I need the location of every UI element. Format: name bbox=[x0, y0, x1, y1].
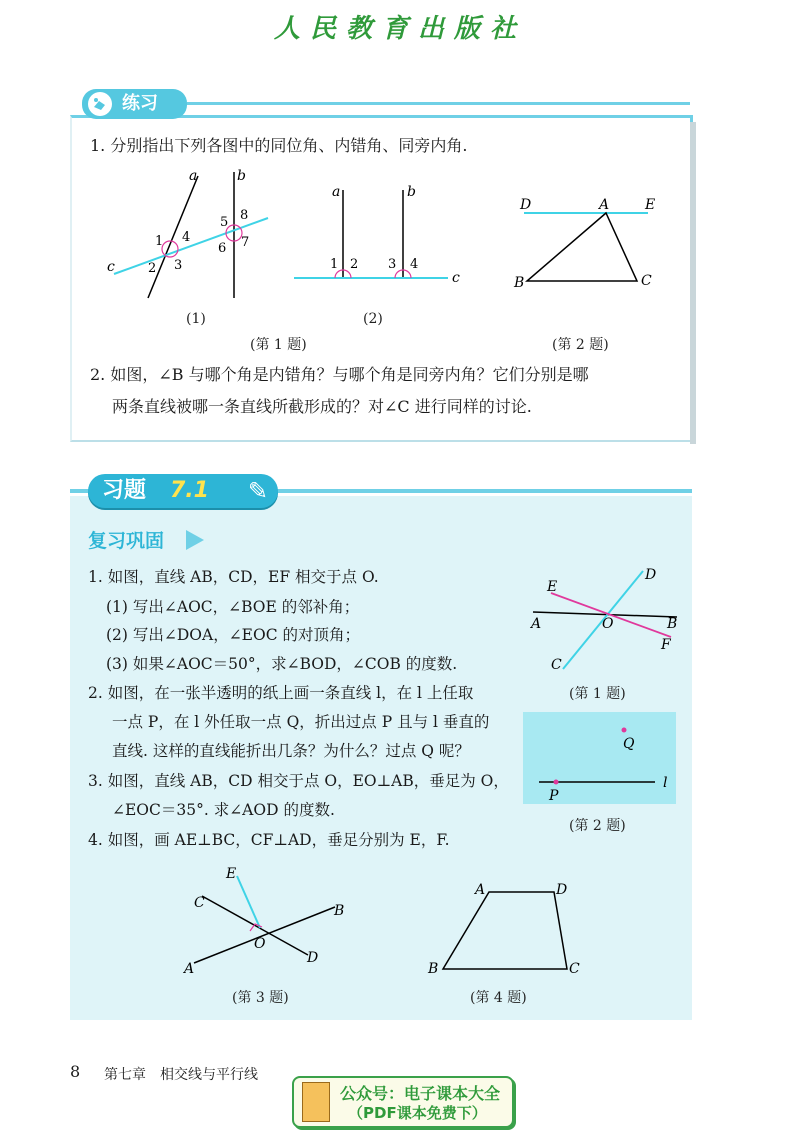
caption-e4: (第 4 题) bbox=[470, 990, 527, 1006]
publisher-logo: 人民教育出版社 bbox=[273, 14, 526, 44]
practice-question-1: 1. 分别指出下列各图中的同位角、内错角、同旁内角. bbox=[90, 136, 468, 155]
fig2-caption: (2) bbox=[363, 311, 383, 327]
fig1-label-3: 3 bbox=[174, 258, 183, 273]
tri-label-A: A bbox=[599, 197, 610, 213]
exercise-2-line1: 2. 如图，在一张半透明的纸上画一条直线 l，在 l 上任取 bbox=[88, 684, 474, 702]
e2-label-l: l bbox=[663, 775, 668, 791]
fig2-label-a: a bbox=[332, 184, 341, 200]
caption-e3: (第 3 题) bbox=[232, 990, 289, 1006]
e3-label-A: A bbox=[184, 961, 195, 977]
e4-label-B: B bbox=[428, 961, 439, 977]
e2-label-Q: Q bbox=[623, 736, 635, 752]
e3-label-E: E bbox=[226, 866, 237, 882]
figure-practice-2 bbox=[290, 180, 470, 290]
e1-label-A: A bbox=[531, 616, 542, 632]
figure-exercise-4 bbox=[420, 876, 590, 986]
exercise-1: 1. 如图，直线 AB，CD，EF 相交于点 O. bbox=[88, 568, 379, 586]
page-number: 8 bbox=[70, 1062, 81, 1081]
fig1-label-1: 1 bbox=[155, 234, 164, 249]
practice-question-2-line1: 2. 如图，∠B 与哪个角是内错角？与哪个角是同旁内角？它们分别是哪 bbox=[90, 365, 589, 384]
figure-practice-triangle bbox=[510, 194, 670, 294]
exercise-4: 4. 如图，画 AE⊥BC，CF⊥AD，垂足分别为 E，F. bbox=[88, 831, 450, 849]
review-arrow-icon bbox=[186, 530, 204, 550]
fig1-label-5: 5 bbox=[220, 215, 229, 230]
e1-label-C: C bbox=[551, 657, 562, 673]
caption-q2: (第 2 题) bbox=[552, 337, 609, 353]
caption-e2: (第 2 题) bbox=[569, 818, 626, 834]
figure-exercise-2 bbox=[523, 712, 676, 804]
exercises-tab bbox=[88, 474, 278, 508]
e4-label-C: C bbox=[569, 961, 580, 977]
tri-label-E: E bbox=[645, 197, 656, 213]
e4-label-A: A bbox=[475, 882, 486, 898]
pencil-icon: ✎ bbox=[247, 477, 268, 505]
figure-practice-1 bbox=[100, 168, 280, 308]
watermark-badge bbox=[292, 1076, 514, 1128]
fig1-label-7: 7 bbox=[241, 235, 250, 250]
exercise-2-line2: 一点 P，在 l 外任取一点 Q，折出过点 P 且与 l 垂直的 bbox=[112, 713, 490, 731]
fig1-caption: (1) bbox=[186, 311, 206, 327]
fig2-label-c: c bbox=[452, 270, 460, 286]
exercises-number: 7.1 bbox=[170, 478, 209, 503]
chapter-title: 第七章 相交线与平行线 bbox=[104, 1067, 258, 1083]
watermark-line1: 公众号：电子课本大全 bbox=[340, 1084, 501, 1103]
tri-label-C: C bbox=[641, 273, 652, 289]
exercise-3-line2: ∠EOC＝35°. 求∠AOD 的度数. bbox=[112, 801, 335, 819]
e2-label-P: P bbox=[549, 788, 559, 804]
fig1-label-6: 6 bbox=[218, 241, 227, 256]
figure-exercise-1 bbox=[525, 565, 690, 675]
fig2-label-b: b bbox=[407, 184, 416, 200]
e1-label-F: F bbox=[661, 637, 671, 653]
exercises-title: 习题 bbox=[102, 478, 147, 503]
caption-q1: (第 1 题) bbox=[250, 337, 307, 353]
fig1-label-4: 4 bbox=[182, 230, 191, 245]
e3-label-B: B bbox=[334, 903, 345, 919]
review-heading: 复习巩固 bbox=[88, 530, 165, 552]
caption-e1: (第 1 题) bbox=[569, 686, 626, 702]
exercise-1-part3: (3) 如果∠AOC＝50°，求∠BOD，∠COB 的度数. bbox=[106, 655, 458, 673]
e4-label-D: D bbox=[556, 882, 568, 898]
e1-label-D: D bbox=[645, 567, 657, 583]
practice-tab-label: 练习 bbox=[122, 93, 158, 114]
exercise-1-part1: (1) 写出∠AOC，∠BOE 的邻补角； bbox=[106, 598, 360, 616]
e1-label-E: E bbox=[547, 579, 558, 595]
practice-question-2-line2: 两条直线被哪一条直线所截形成的？对∠C 进行同样的讨论. bbox=[112, 397, 532, 416]
practice-tab bbox=[82, 89, 187, 119]
e3-label-D: D bbox=[307, 950, 319, 966]
fig1-label-c: c bbox=[107, 259, 115, 275]
fig1-label-8: 8 bbox=[240, 208, 249, 223]
practice-icon bbox=[88, 92, 112, 116]
exercise-1-part2: (2) 写出∠DOA，∠EOC 的对顶角； bbox=[106, 626, 360, 644]
exercise-3-line1: 3. 如图，直线 AB，CD 相交于点 O，EO⊥AB，垂足为 O， bbox=[88, 772, 509, 790]
book-icon bbox=[302, 1082, 330, 1122]
e1-label-B: B bbox=[667, 616, 678, 632]
fig2-label-1: 1 bbox=[330, 257, 339, 272]
e3-label-C: C bbox=[194, 895, 205, 911]
e1-label-O: O bbox=[602, 616, 614, 632]
fig1-label-a: a bbox=[189, 168, 198, 184]
exercise-2-line3: 直线. 这样的直线能折出几条？为什么？过点 Q 呢？ bbox=[112, 742, 470, 760]
tri-label-D: D bbox=[520, 197, 532, 213]
watermark-line2: （PDF课本免费下） bbox=[348, 1104, 487, 1122]
figure-exercise-3 bbox=[180, 860, 350, 980]
tri-label-B: B bbox=[514, 275, 525, 291]
e3-label-O: O bbox=[254, 936, 266, 952]
fig1-label-b: b bbox=[237, 168, 246, 184]
fig2-label-2: 2 bbox=[350, 257, 359, 272]
fig2-label-3: 3 bbox=[388, 257, 397, 272]
practice-header-line bbox=[187, 102, 690, 105]
fig1-label-2: 2 bbox=[148, 261, 157, 276]
fig2-label-4: 4 bbox=[410, 257, 419, 272]
